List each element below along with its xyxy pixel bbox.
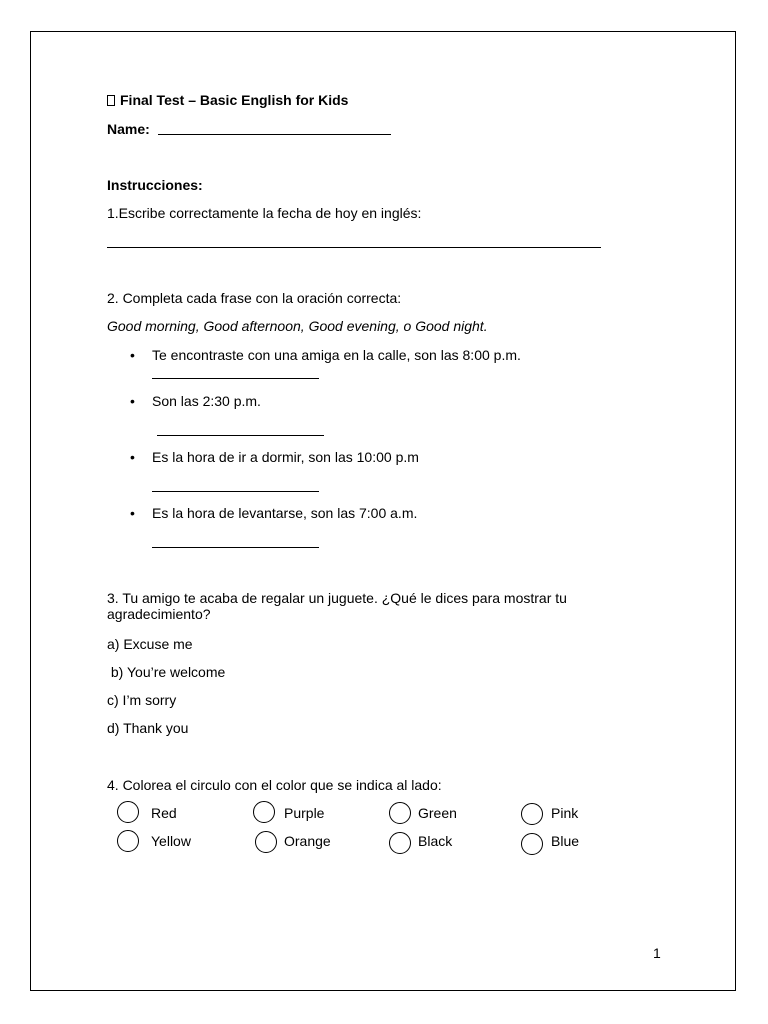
question-2-options: Good morning, Good afternoon, Good evening, o Good night. <box>107 318 488 334</box>
missing-glyph-icon <box>107 95 115 106</box>
color-circle-orange[interactable] <box>255 831 277 853</box>
question-3-option-d[interactable]: d) Thank you <box>107 720 189 736</box>
question-1-answer-line[interactable] <box>107 247 601 248</box>
color-circle-yellow[interactable] <box>117 830 139 852</box>
color-circle-purple[interactable] <box>253 801 275 823</box>
question-3-prompt-line-2: agradecimiento? <box>107 606 211 622</box>
bullet-icon: • <box>130 347 135 363</box>
instructions-heading: Instrucciones: <box>107 177 203 193</box>
question-1: 1.Escribe correctamente la fecha de hoy en inglés: <box>107 205 422 221</box>
question-2-item-3-answer-line[interactable] <box>152 491 319 492</box>
name-answer-line[interactable] <box>158 134 391 135</box>
question-2-item-2-answer-line[interactable] <box>157 435 324 436</box>
question-4-prompt: 4. Colorea el circulo con el color que se indica al lado: <box>107 777 442 793</box>
color-label-pink: Pink <box>551 805 579 821</box>
question-2-item-1: Te encontraste con una amiga en la calle, son las 8:00 p.m. <box>152 347 521 363</box>
question-2-item-1-answer-line[interactable] <box>152 378 319 379</box>
question-2-item-2: Son las 2:30 p.m. <box>152 393 261 409</box>
bullet-icon: • <box>130 449 135 465</box>
question-2-prompt: 2. Completa cada frase con la oración correcta: <box>107 290 402 306</box>
color-label-black: Black <box>418 833 453 849</box>
question-2-item-3: Es la hora de ir a dormir, son las 10:00 p.m <box>152 449 419 465</box>
color-label-purple: Purple <box>284 805 325 821</box>
color-label-red: Red <box>151 805 177 821</box>
question-3-option-a[interactable]: a) Excuse me <box>107 636 193 652</box>
color-circle-black[interactable] <box>389 832 411 854</box>
color-label-green: Green <box>418 805 457 821</box>
question-2-item-4: Es la hora de levantarse, son las 7:00 a.m. <box>152 505 418 521</box>
color-circle-green[interactable] <box>389 802 411 824</box>
question-2-item-4-answer-line[interactable] <box>152 547 319 548</box>
test-title-text: Final Test – Basic English for Kids <box>120 92 349 108</box>
color-label-blue: Blue <box>551 833 580 849</box>
question-3-option-c[interactable]: c) I’m sorry <box>107 692 177 708</box>
test-title <box>107 92 348 109</box>
color-label-yellow: Yellow <box>151 833 191 849</box>
question-3-option-b[interactable]: b) You’re welcome <box>107 664 226 680</box>
page-number: 1 <box>653 945 661 961</box>
color-circle-red[interactable] <box>117 801 139 823</box>
color-circle-blue[interactable] <box>521 833 543 855</box>
bullet-icon: • <box>130 505 135 521</box>
bullet-icon: • <box>130 393 135 409</box>
question-3-prompt-line-1: 3. Tu amigo te acaba de regalar un juguete. ¿Qué le dices para mostrar tu <box>107 590 567 606</box>
color-circle-pink[interactable] <box>521 803 543 825</box>
color-label-orange: Orange <box>284 833 331 849</box>
name-label: Name: <box>107 121 150 137</box>
